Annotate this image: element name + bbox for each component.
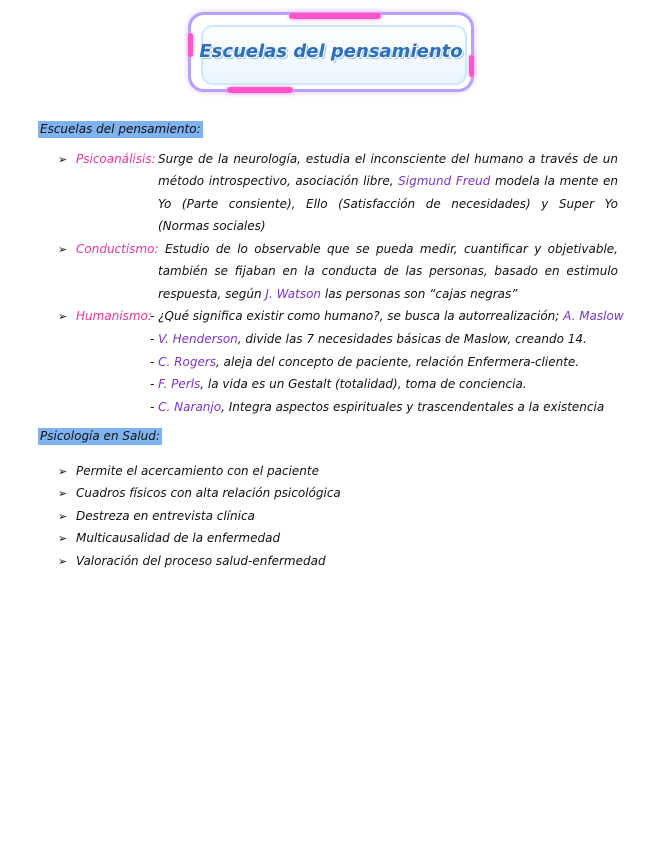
arrow-bullet-icon: ➢	[58, 310, 68, 323]
humanismo-sub-item-1	[150, 332, 587, 346]
section-heading-text: Escuelas del pensamiento	[40, 122, 197, 136]
sub-item-text: , aleja del concepto de paciente, relación Enfermera-cliente.	[216, 355, 580, 369]
banner-frame	[188, 12, 474, 92]
arrow-bullet-icon: ➢	[58, 243, 68, 256]
list-item-text: Valoración del proceso salud-enfermedad	[76, 554, 326, 568]
section-heading-text: Psicología en Salud	[40, 429, 156, 443]
psicoanalisis-line-2	[158, 170, 618, 193]
author-naranjo: C. Naranjo	[158, 400, 222, 414]
author-watson: J. Watson	[265, 287, 322, 301]
conductismo-line-2: también se fijaban en la conducta de las personas, basado en estimulo	[158, 264, 618, 278]
arrow-bullet-icon: ➢	[58, 532, 68, 545]
list-item-text: Cuadros físicos con alta relación psicológica	[76, 486, 341, 500]
author-perls: F. Perls	[158, 377, 201, 391]
dash: -	[150, 377, 155, 391]
dash: -	[150, 400, 155, 414]
humanismo-line-1-text: - ¿Qué significa existir como humano?, se busca la autorrealización;	[150, 309, 560, 323]
conductismo-line-3b: las personas son “cajas negras”	[324, 287, 518, 301]
humanismo-sub-item-3	[150, 377, 527, 391]
sub-item-text: , la vida es un Gestalt (totalidad), toma de conciencia.	[200, 377, 527, 391]
psicoanalisis-line-1: Surge de la neurología, estudia el inconsciente del humano a través de un	[158, 152, 618, 166]
section-heading-colon: :	[196, 122, 201, 136]
arrow-bullet-icon: ➢	[58, 555, 68, 568]
list-item-text: Multicausalidad de la enfermedad	[76, 531, 281, 545]
list-item-text: Permite el acercamiento con el paciente	[76, 464, 319, 478]
page-title: Escuelas del pensamiento	[199, 41, 463, 62]
humanismo-sub-item-2	[150, 355, 579, 369]
term-humanismo: Humanismo:	[76, 309, 152, 323]
term-conductismo: Conductismo:	[76, 242, 159, 256]
psicoanalisis-line-4: (Normas sociales)	[158, 219, 266, 233]
section-heading-psicologia	[38, 428, 162, 445]
title-banner	[188, 12, 470, 88]
arrow-bullet-icon: ➢	[58, 153, 68, 166]
psicoanalisis-line-2a: método introspectivo, asociación libre,	[158, 174, 394, 188]
author-rogers: C. Rogers	[158, 355, 217, 369]
author-henderson: V. Henderson	[158, 332, 238, 346]
sub-item-text: , Integra aspectos espirituales y trascendentales a la existencia	[221, 400, 605, 414]
section-heading-colon: :	[155, 429, 160, 443]
author-freud: Sigmund Freud	[398, 174, 491, 188]
banner-accent-top	[289, 13, 381, 19]
arrow-bullet-icon: ➢	[58, 487, 68, 500]
arrow-bullet-icon: ➢	[58, 510, 68, 523]
psicoanalisis-line-3: Yo (Parte consiente), Ello (Satisfacción de necesidades) y Super Yo	[158, 197, 618, 211]
humanismo-sub-item-4	[150, 400, 604, 414]
dash: -	[150, 355, 155, 369]
humanismo-line-1	[150, 309, 624, 323]
term-psicoanalisis: Psicoanálisis:	[76, 152, 156, 166]
banner-accent-bottom	[227, 87, 293, 93]
sub-item-text: , divide las 7 necesidades básicas de Maslow, creando 14.	[237, 332, 587, 346]
conductismo-line-3a: respuesta, según	[158, 287, 262, 301]
conductismo-line-1: Estudio de lo observable que se pueda medir, cuantificar y objetivable,	[165, 242, 618, 256]
dash: -	[150, 332, 155, 346]
psicoanalisis-line-2b: modela la mente en	[494, 174, 618, 188]
arrow-bullet-icon: ➢	[58, 465, 68, 478]
author-maslow: A. Maslow	[563, 309, 624, 323]
list-item-text: Destreza en entrevista clínica	[76, 509, 255, 523]
conductismo-line-3	[158, 283, 618, 306]
section-heading-escuelas	[38, 121, 203, 138]
